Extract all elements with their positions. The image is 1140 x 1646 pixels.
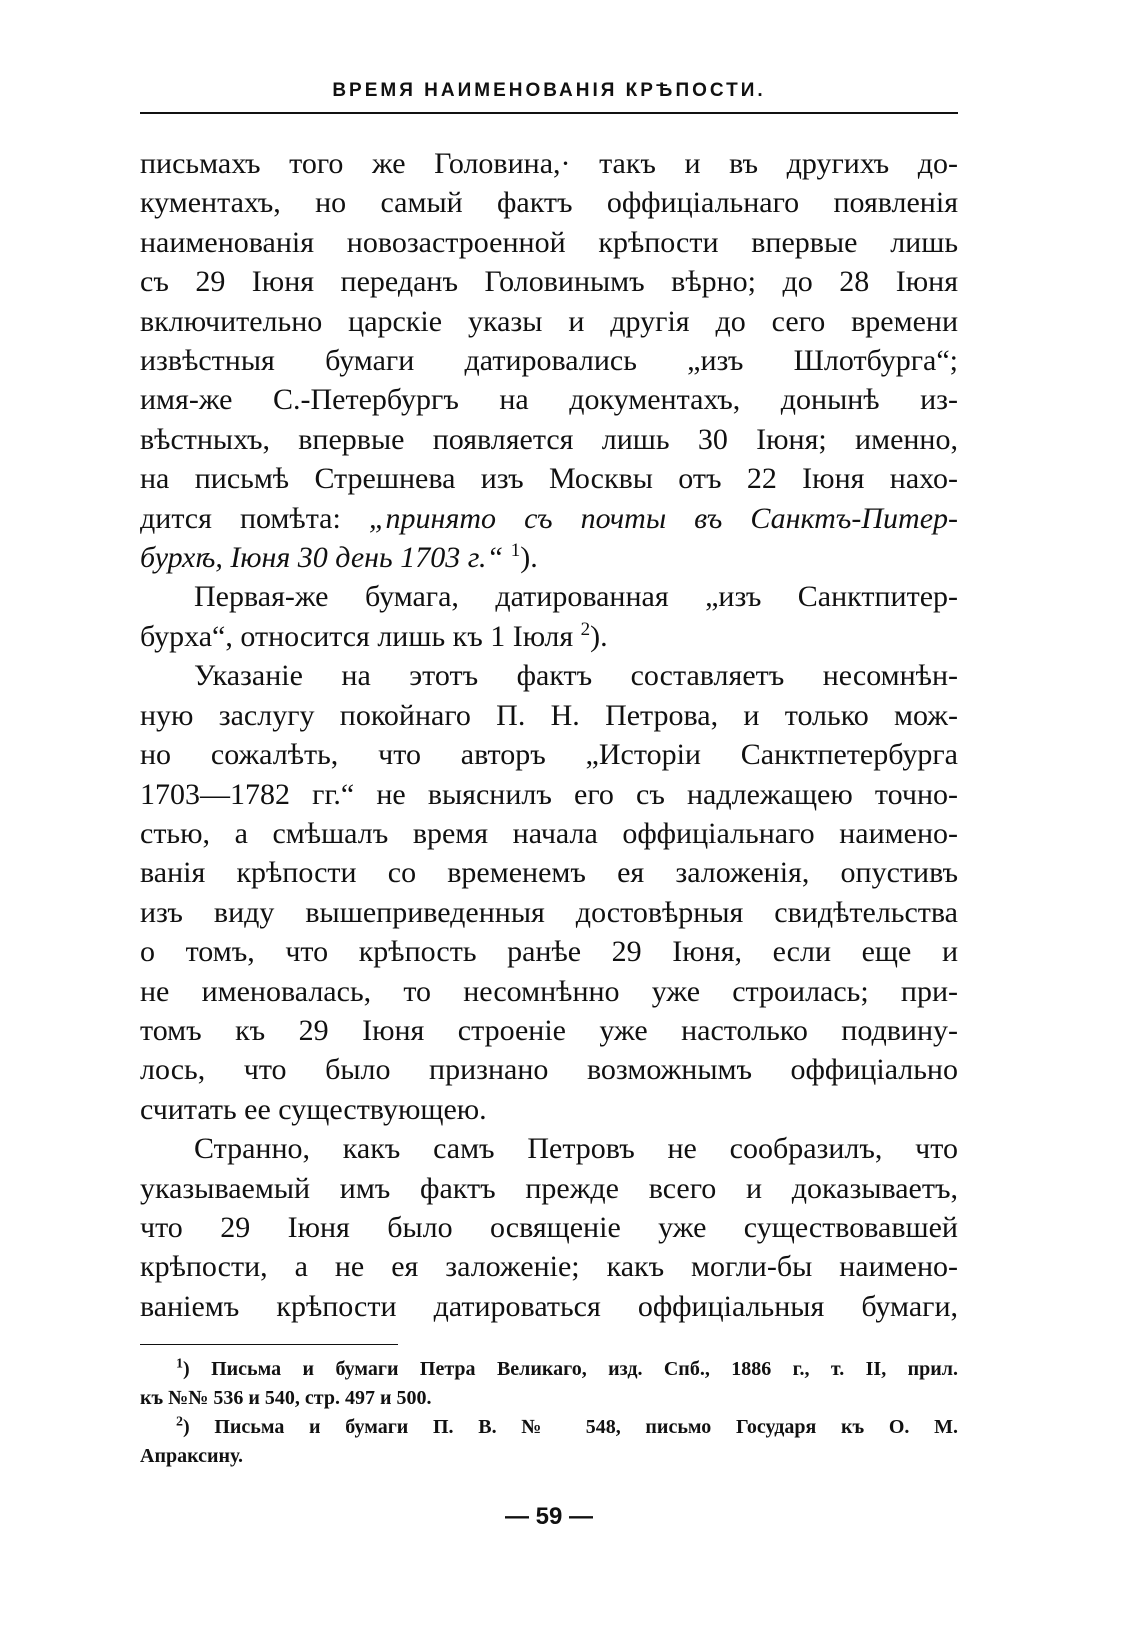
footnote-line: Апраксину. [140,1445,244,1468]
footnote-marker: 2 [176,1414,183,1430]
italic-quote: бурхѣ, Іюня 30 день 1703 г.“ [140,541,504,575]
paragraph-3 [140,656,958,1129]
text-line: 1703—1782 гг.“ не выяснилъ его съ надлежащею точно- [140,777,958,811]
text-line: не именовалась, то несомнѣнно уже строилась; при- [140,974,958,1008]
footnote-2 [140,1413,958,1471]
text-line: Первая-же бумага, датированная „изъ Санктпитер- [194,580,958,614]
text-line: вѣстныхъ, впервые появляется лишь 30 Іюня; именно, [140,422,958,456]
text-line [140,617,958,656]
footnote-1 [140,1355,958,1413]
text-line: изъ виду вышеприведенныя достовѣрныя свидѣтельства [140,895,958,929]
running-title: ВРЕМЯ НАИМЕНОВАНІЯ КРѢПОСТИ. [332,80,766,101]
text-line: крѣпости, а не ея заложеніе; какъ могли-бы наимено- [140,1250,958,1284]
footnote-ref[interactable]: 1 [510,540,521,562]
paragraph-1 [140,144,958,577]
paragraph-2 [140,577,958,656]
text-line: письмахъ того же Головина,· такъ и въ другихъ до- [140,147,958,180]
text-line: наименованія новозастроенной крѣпости впервые лишь [140,225,958,259]
text-line: о томъ, что крѣпость ранѣе 29 Іюня, если еще и [140,935,958,969]
footnote-rule [140,1344,398,1345]
header-rule [140,112,958,114]
text-line: стью, а смѣшалъ время начала оффиціальнаго наимено- [140,816,958,850]
footnotes [140,1355,958,1471]
page-number: — 59 — [504,1503,594,1531]
footnote-line [140,1413,958,1442]
footnote-line: къ №№ 536 и 540, стр. 497 и 500. [140,1387,432,1410]
text-line: лось, что было признано возможнымъ оффиціально [140,1053,958,1087]
text-line: на письмѣ Стрешнева изъ Москвы отъ 22 Іюня нахо- [140,462,958,496]
text-line: но сожалѣть, что авторъ „Исторіи Санктпетербурга [140,738,958,772]
paragraph-4 [140,1129,958,1326]
text-line: что 29 Іюня было освященіе уже существовавшей [140,1210,958,1244]
text-line: ванія крѣпости со временемъ ея заложенія, опустивъ [140,856,958,890]
text-line: томъ къ 29 Іюня строеніе уже настолько подвину- [140,1013,958,1047]
text-line: кументахъ, но самый фактъ оффиціальнаго появленія [140,186,958,220]
text-line: ваніемъ крѣпости датироваться оффиціальныя бумаги, [140,1289,958,1323]
book-page [140,78,958,1533]
text-segment: ) Письма и бумаги Петра Великаго, изд. Спб., 1886 г., т. II, прил. [183,1358,958,1381]
footnote-marker: 1 [176,1356,183,1372]
text-segment: дится помѣта: [140,501,369,535]
text-line: указываемый имъ фактъ прежде всего и доказываетъ, [140,1171,958,1205]
text-line [140,538,958,577]
text-segment: ). [590,619,608,653]
text-line: имя-же С.-Петербургъ на документахъ, донынѣ из- [140,383,958,417]
text-line: включительно царскіе указы и другія до сего времени [140,304,958,338]
footnote-ref[interactable]: 2 [580,618,591,640]
text-line: считать ее существующею. [140,1092,487,1126]
text-line: Странно, какъ самъ Петровъ не сообразилъ, что [194,1132,958,1166]
text-line: Указаніе на этотъ фактъ составляетъ несомнѣн- [194,659,958,693]
italic-quote: „принято съ почты въ Санктъ-Питер- [368,501,959,535]
text-line: извѣстныя бумаги датировались „изъ Шлотбурга“; [140,344,958,378]
body-text [140,144,958,1326]
text-line [140,499,958,538]
text-line: ную заслугу покойнаго П. Н. Петрова, и только мож- [140,698,958,732]
footnote-line [140,1355,958,1384]
text-segment: ). [520,541,538,575]
text-segment: бурха“, относится лишь къ 1 Іюля [140,619,581,653]
text-segment: ) Письма и бумаги П. В. № 548, письмо Государя къ О. М. [183,1416,958,1439]
text-line: съ 29 Іюня переданъ Головинымъ вѣрно; до 28 Іюня [140,265,958,299]
